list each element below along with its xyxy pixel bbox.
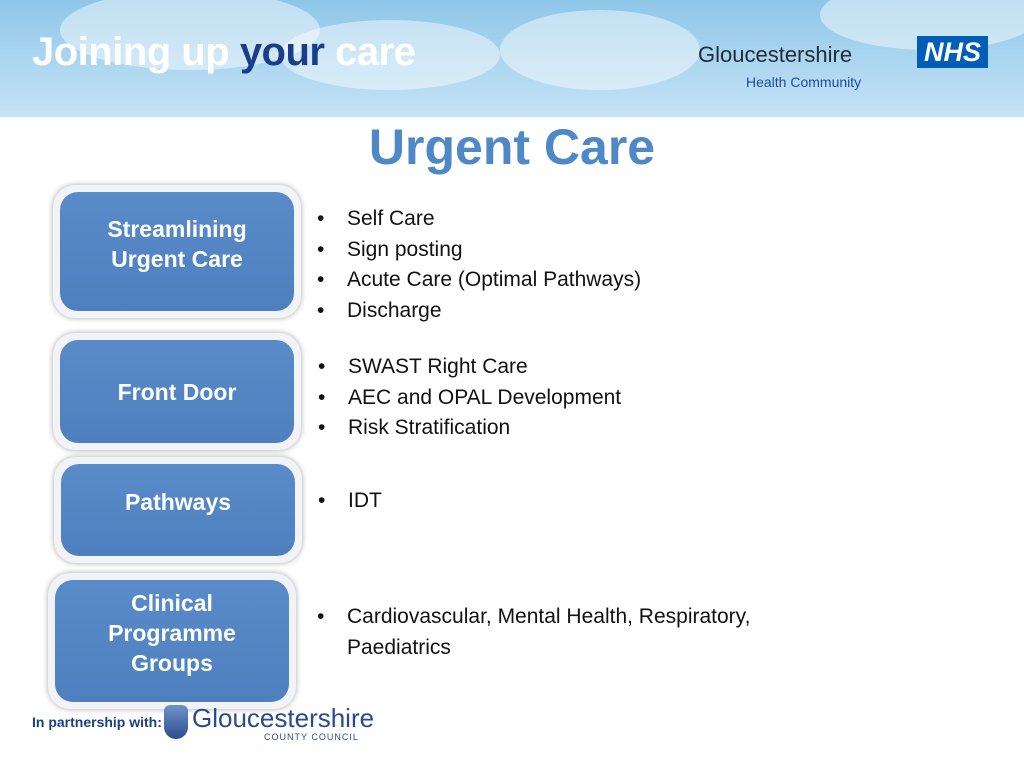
list-item: • IDT [314, 486, 382, 517]
section-label-box [60, 192, 294, 311]
brand-part1: Joining up [32, 30, 240, 74]
brand-part2: your [239, 30, 325, 74]
nhs-logo: NHS [917, 36, 988, 68]
bullet-list-clinical-programme [313, 602, 750, 663]
section-label: Front Door [117, 378, 237, 405]
page-title: Urgent Care [368, 119, 656, 175]
list-item: • Risk Stratification [314, 413, 621, 444]
list-item: • SWAST Right Care [314, 352, 621, 383]
section-box-clinical-programme [48, 573, 296, 709]
crest-icon [164, 705, 188, 739]
bullet-list-pathways [314, 486, 382, 517]
header-banner [0, 0, 1024, 117]
list-item: • Acute Care (Optimal Pathways) [313, 265, 641, 296]
section-box-streamlining [53, 185, 301, 318]
section-label-box [61, 464, 295, 556]
list-item: • Sign posting [313, 235, 641, 266]
list-item: • Cardiovascular, Mental Health, Respiratory, Paediatrics [313, 602, 750, 663]
brand-part3: care [324, 30, 416, 74]
section-label: Streamlining Urgent Care [107, 216, 247, 272]
bullet-list-streamlining [313, 204, 641, 326]
section-label-box [60, 340, 294, 443]
org-subtitle: Health Community [746, 74, 862, 90]
section-label: Pathways [124, 489, 232, 515]
section-box-pathways [54, 457, 302, 563]
org-name: Gloucestershire [698, 42, 853, 67]
county-council-logo [164, 703, 375, 745]
council-subtitle: COUNTY COUNCIL [264, 732, 359, 742]
bullet-list-front-door [314, 352, 621, 444]
list-item: • AEC and OPAL Development [314, 383, 621, 414]
section-label: Clinical Programme Groups [108, 590, 236, 676]
partnership-label: In partnership with: [32, 714, 162, 730]
council-name: Gloucestershire [192, 703, 375, 733]
list-item: • Discharge [313, 296, 641, 327]
brand-logo [32, 30, 415, 75]
cloud-decoration [500, 10, 700, 90]
section-box-front-door [53, 333, 301, 450]
list-item: • Self Care [313, 204, 641, 235]
section-label-box [55, 580, 289, 702]
nhs-branding [698, 34, 988, 94]
